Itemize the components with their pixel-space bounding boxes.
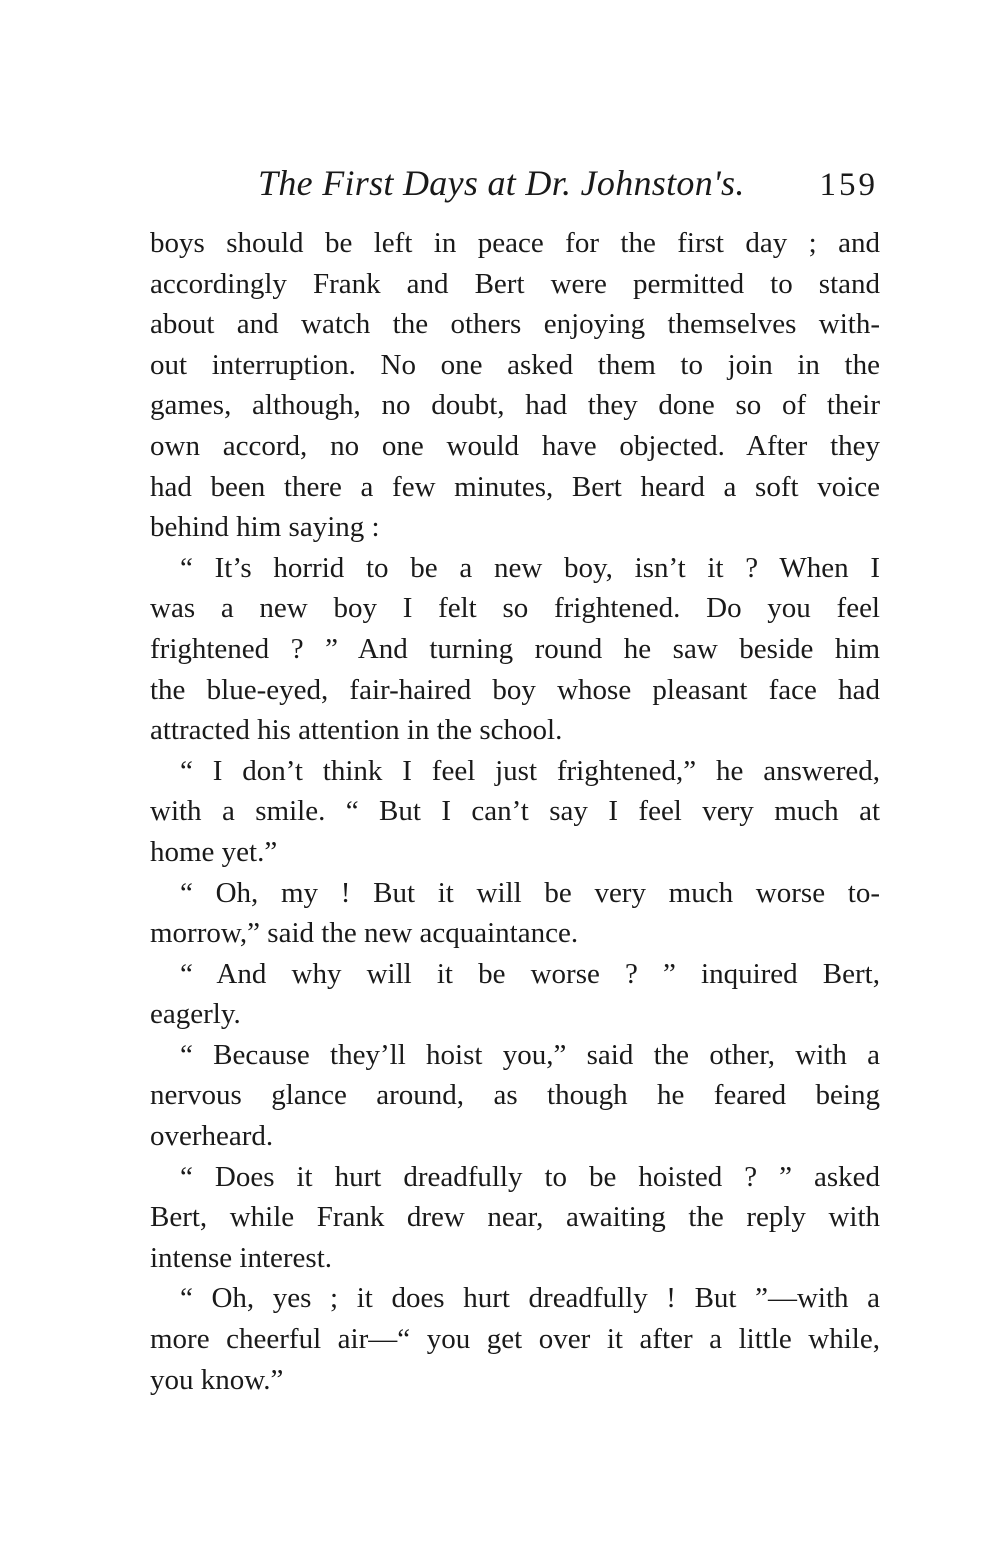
text-line: morrow,” said the new acquaintance. — [150, 917, 579, 950]
text-line: “ Does it hurt dreadfully to be hoisted ? ” asked — [180, 1160, 880, 1193]
text-line: attracted his attention in the school. — [150, 714, 563, 747]
text-line: intense interest. — [150, 1241, 333, 1274]
text-line: “ Because they’ll hoist you,” said the other, with a — [180, 1038, 880, 1071]
text-line: the blue-eyed, fair-haired boy whose pleasant face had — [150, 673, 880, 706]
text-line: Bert, while Frank drew near, awaiting the reply with — [150, 1201, 880, 1234]
text-line: was a new boy I felt so frightened. Do you feel — [150, 592, 880, 625]
text-line: behind him saying : — [150, 511, 380, 544]
text-line: you know.” — [150, 1363, 284, 1396]
text-line: home yet.” — [150, 835, 278, 868]
text-line: “ And why will it be worse ? ” inquired Bert, — [180, 957, 880, 990]
running-title: The First Days at Dr. Johnston's. — [258, 163, 745, 203]
text-line: accordingly Frank and Bert were permitted to stand — [150, 267, 880, 300]
text-line: frightened ? ” And turning round he saw beside him — [150, 632, 880, 665]
page-number: 159 — [819, 167, 878, 203]
text-line: nervous glance around, as though he feared being — [150, 1079, 880, 1112]
text-line: had been there a few minutes, Bert heard a soft voice — [150, 470, 880, 503]
text-line: about and watch the others enjoying themselves with- — [150, 308, 880, 341]
text-line: games, although, no doubt, had they done so of their — [150, 389, 880, 422]
text-line: “ I don’t think I feel just frightened,” he answered, — [180, 754, 880, 787]
text-line: out interruption. No one asked them to join in the — [150, 348, 880, 381]
text-line: “ Oh, yes ; it does hurt dreadfully ! But ”—with a — [180, 1282, 880, 1315]
text-line: more cheerful air—“ you get over it after a little while, — [150, 1323, 880, 1356]
text-line: “ It’s horrid to be a new boy, isn’t it ? When I — [180, 551, 880, 584]
text-line: “ Oh, my ! But it will be very much worse to- — [180, 876, 880, 909]
text-line: boys should be left in peace for the first day ; and — [150, 227, 880, 259]
text-line: with a smile. “ But I can’t say I feel very much at — [150, 795, 880, 828]
text-line: eagerly. — [150, 998, 241, 1031]
body-text — [150, 223, 880, 1400]
running-head — [150, 158, 880, 208]
text-line: own accord, no one would have objected. After they — [150, 429, 880, 462]
text-line: overheard. — [150, 1120, 274, 1153]
